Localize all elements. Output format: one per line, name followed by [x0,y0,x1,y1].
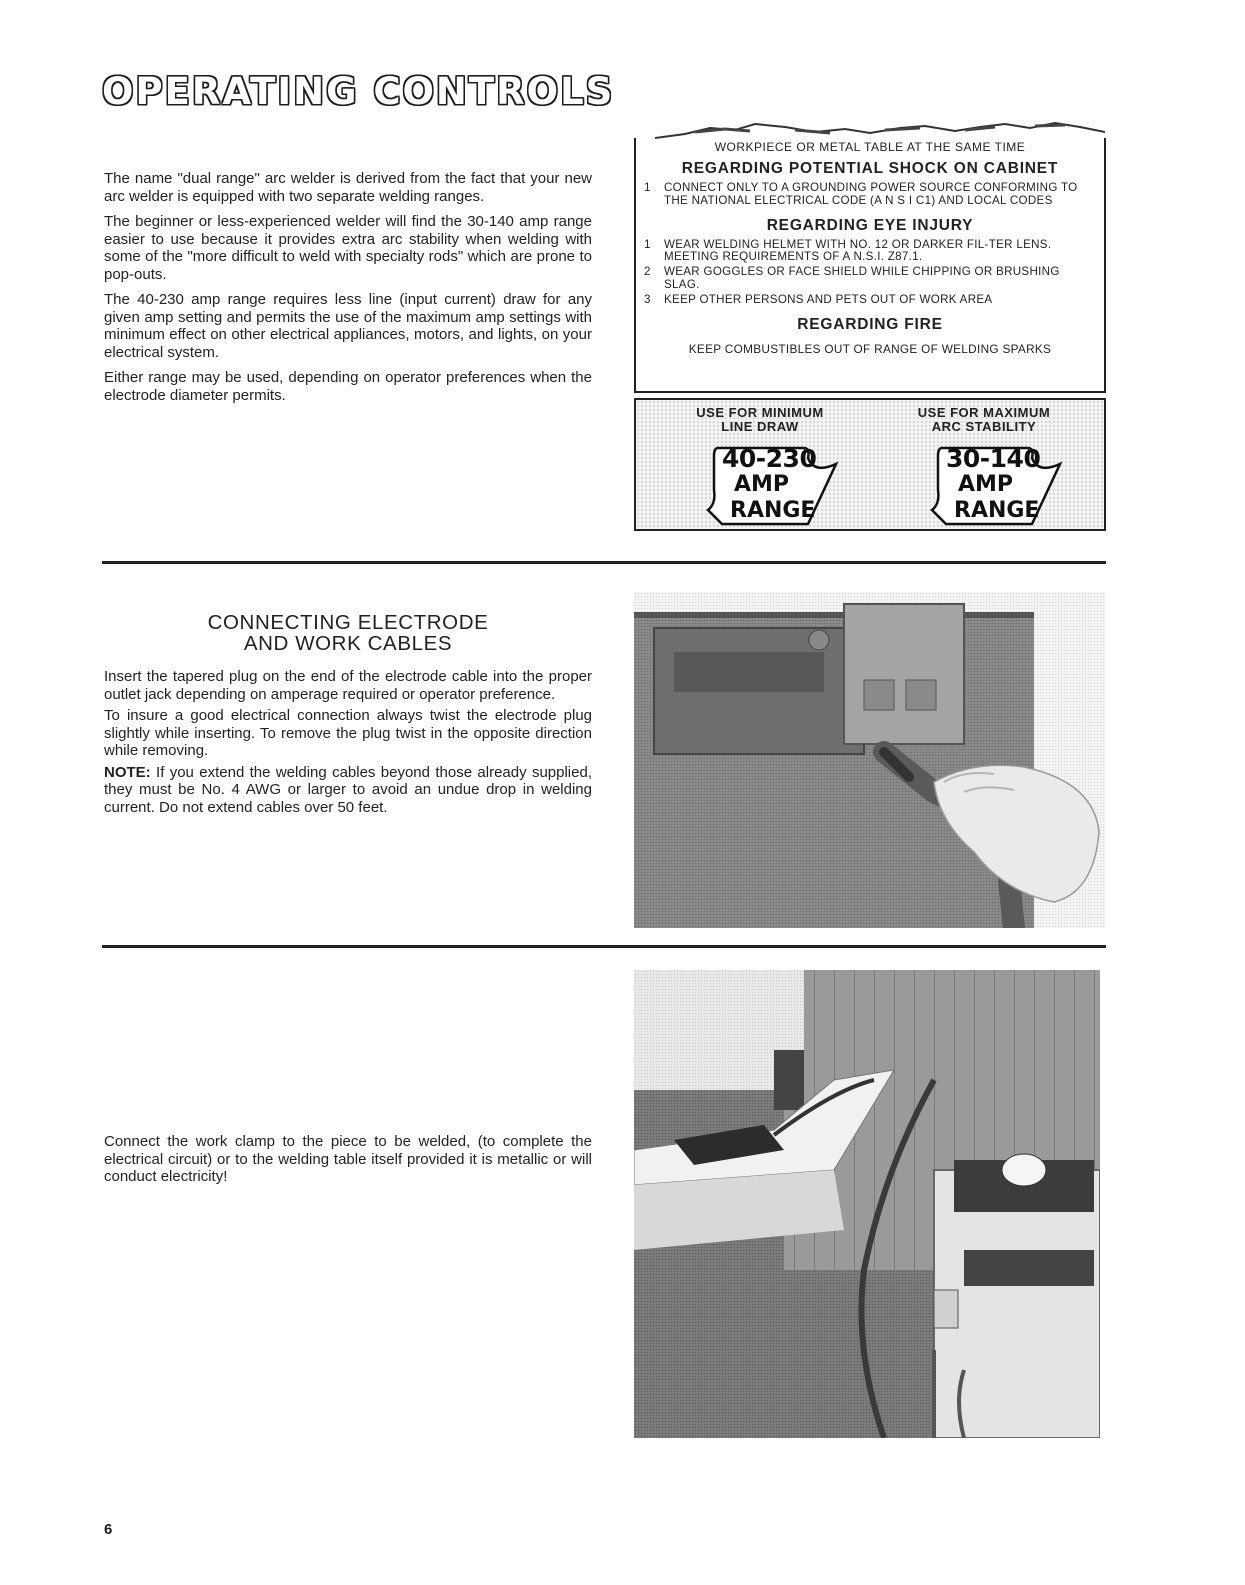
shock-heading: REGARDING POTENTIAL SHOCK ON CABINET [681,160,1059,177]
fire-text: KEEP COMBUSTIBLES OUT OF RANGE OF WELDING SPARKS [688,341,1052,356]
clamp-paragraph: Connect the work clamp to the piece to be welded, (to complete the electrical circuit) or to the welding table itself provided it is metallic or will conduct electricity! [104,1133,592,1185]
range-30-140-badge [928,444,1058,526]
page-number: 6 [104,1521,113,1538]
eye-list [644,239,1096,307]
range-value: 40-230 [722,444,817,473]
list-item: 1 CONNECT ONLY TO A GROUNDING POWER SOURCE CONFORMING TO THE NATIONAL ELECTRICAL CODE (A N S I C1) AND LOCAL CODES [644,181,1078,207]
cables-text [104,668,592,824]
range-40-230-badge [704,444,834,526]
amp-label: AMP [734,472,790,497]
section-divider [102,561,1106,564]
intro-text [104,170,592,412]
intro-paragraph: The name "dual range" arc welder is derived from the fact that your new arc welder is equipped with two separate welding ranges. [104,170,592,205]
warning-top-line: WORKPIECE OR METAL TABLE AT THE SAME TIME [714,140,1026,154]
range-value: 30-140 [946,444,1041,473]
photo-electrode-plug [634,592,1106,928]
clamp-text [104,1133,592,1194]
cables-note: NOTE: If you extend the welding cables beyond those already supplied, they must be No. 4 AWG or larger to avoid an undue drop in welding current. Do not extend cables over 50 feet. [104,763,592,816]
warning-label [634,138,1106,393]
cables-paragraph: Insert the tapered plug on the end of the electrode cable into the proper outlet jack depending on amperage required or operator preference. [104,668,592,703]
photo-work-clamp [634,970,1100,1438]
eye-heading: REGARDING EYE INJURY [766,216,974,234]
intro-paragraph: Either range may be used, depending on operator preferences when the electrode diameter permits. [104,369,592,404]
section-divider [102,945,1106,948]
max-arc-stability-caption: USE FOR MAXIMUM ARC STABILITY [917,405,1051,434]
list-item: 2 WEAR GOGGLES OR FACE SHIELD WHILE CHIPPING OR BRUSHING SLAG. [644,265,1060,291]
range-label: RANGE [954,498,1040,523]
intro-paragraph: The 40-230 amp range requires less line (input current) draw for any given amp setting and permits the use of the maximum amp settings with minimum effect on other electrical appliances, motors, and lights, on your electrical system. [104,291,592,361]
fire-heading: REGARDING FIRE [797,315,943,333]
torn-label-edge [655,118,1105,140]
section-heading: CONNECTING ELECTRODE AND WORK CABLES [207,611,489,655]
min-line-draw-caption: USE FOR MINIMUM LINE DRAW [696,405,824,434]
intro-paragraph: The beginner or less-experienced welder will find the 30-140 amp range easier to use because it provides extra arc stability when welding with some of the "more difficult to weld with specialty rods" which are prone to pop-outs. [104,213,592,283]
cables-paragraph: To insure a good electrical connection always twist the electrode plug slightly while inserting. To remove the plug twist in the opposite direction while removing. [104,707,592,759]
list-item: 3 KEEP OTHER PERSONS AND PETS OUT OF WORK AREA [644,292,993,306]
amp-label: AMP [958,472,1014,497]
range-label: RANGE [730,498,816,523]
range-label-panel [634,398,1106,531]
page-title: OPERATING CONTROLS [102,70,615,113]
list-item: 1 WEAR WELDING HELMET WITH NO. 12 OR DARKER FIL-TER LENS. MEETING REQUIREMENTS OF A N.S.I. Z87.1. [644,237,1052,264]
shock-list [644,182,1096,208]
